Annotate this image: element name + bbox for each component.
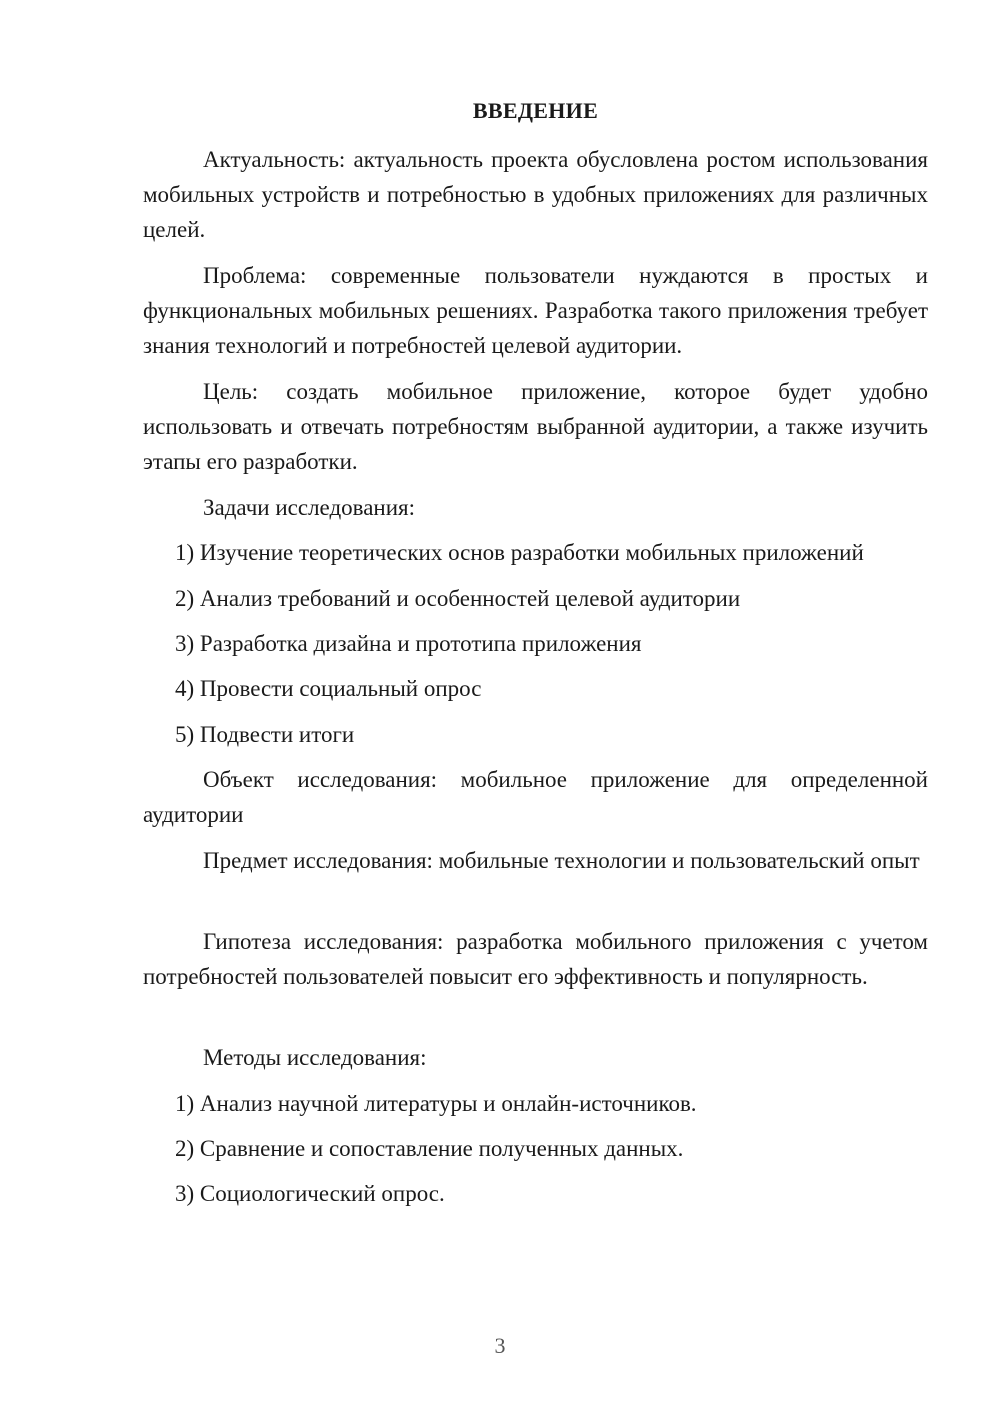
tasks-heading: Задачи исследования: — [203, 495, 416, 520]
task-item: 4) Провести социальный опрос — [175, 676, 482, 701]
page-number: 3 — [494, 1333, 506, 1358]
method-item: 2) Сравнение и сопоставление полученных данных. — [175, 1136, 684, 1161]
hypothesis-paragraph: Гипотеза исследования: разработка мобильного приложения с учетом потребностей пользователей повысит его эффективность и популярность. — [143, 929, 928, 989]
task-item: 2) Анализ требований и особенностей целевой аудитории — [175, 586, 741, 611]
object-paragraph: Объект исследования: мобильное приложение для определенной аудитории — [143, 767, 928, 827]
method-item: 1) Анализ научной литературы и онлайн-источников. — [175, 1091, 697, 1116]
goal-paragraph: Цель: создать мобильное приложение, которое будет удобно использовать и отвечать потребностям выбранной аудитории, а также изучить этапы его разработки. — [143, 379, 928, 474]
section-title: ВВЕДЕНИЕ — [472, 98, 599, 123]
task-item: 3) Разработка дизайна и прототипа приложения — [175, 631, 642, 656]
problem-paragraph: Проблема: современные пользователи нуждаются в простых и функциональных мобильных решениях. Разработка такого приложения требует знания технологий и потребностей целевой аудитории. — [143, 263, 928, 358]
subject-paragraph: Предмет исследования: мобильные технологии и пользовательский опыт — [203, 848, 920, 873]
task-item: 5) Подвести итоги — [175, 722, 355, 747]
methods-heading: Методы исследования: — [203, 1045, 427, 1070]
method-item: 3) Социологический опрос. — [175, 1181, 445, 1206]
relevance-paragraph: Актуальность: актуальность проекта обусловлена ростом использования мобильных устройств и потребностью в удобных приложениях для различных целей. — [143, 147, 928, 242]
task-item: 1) Изучение теоретических основ разработки мобильных приложений — [175, 540, 864, 565]
